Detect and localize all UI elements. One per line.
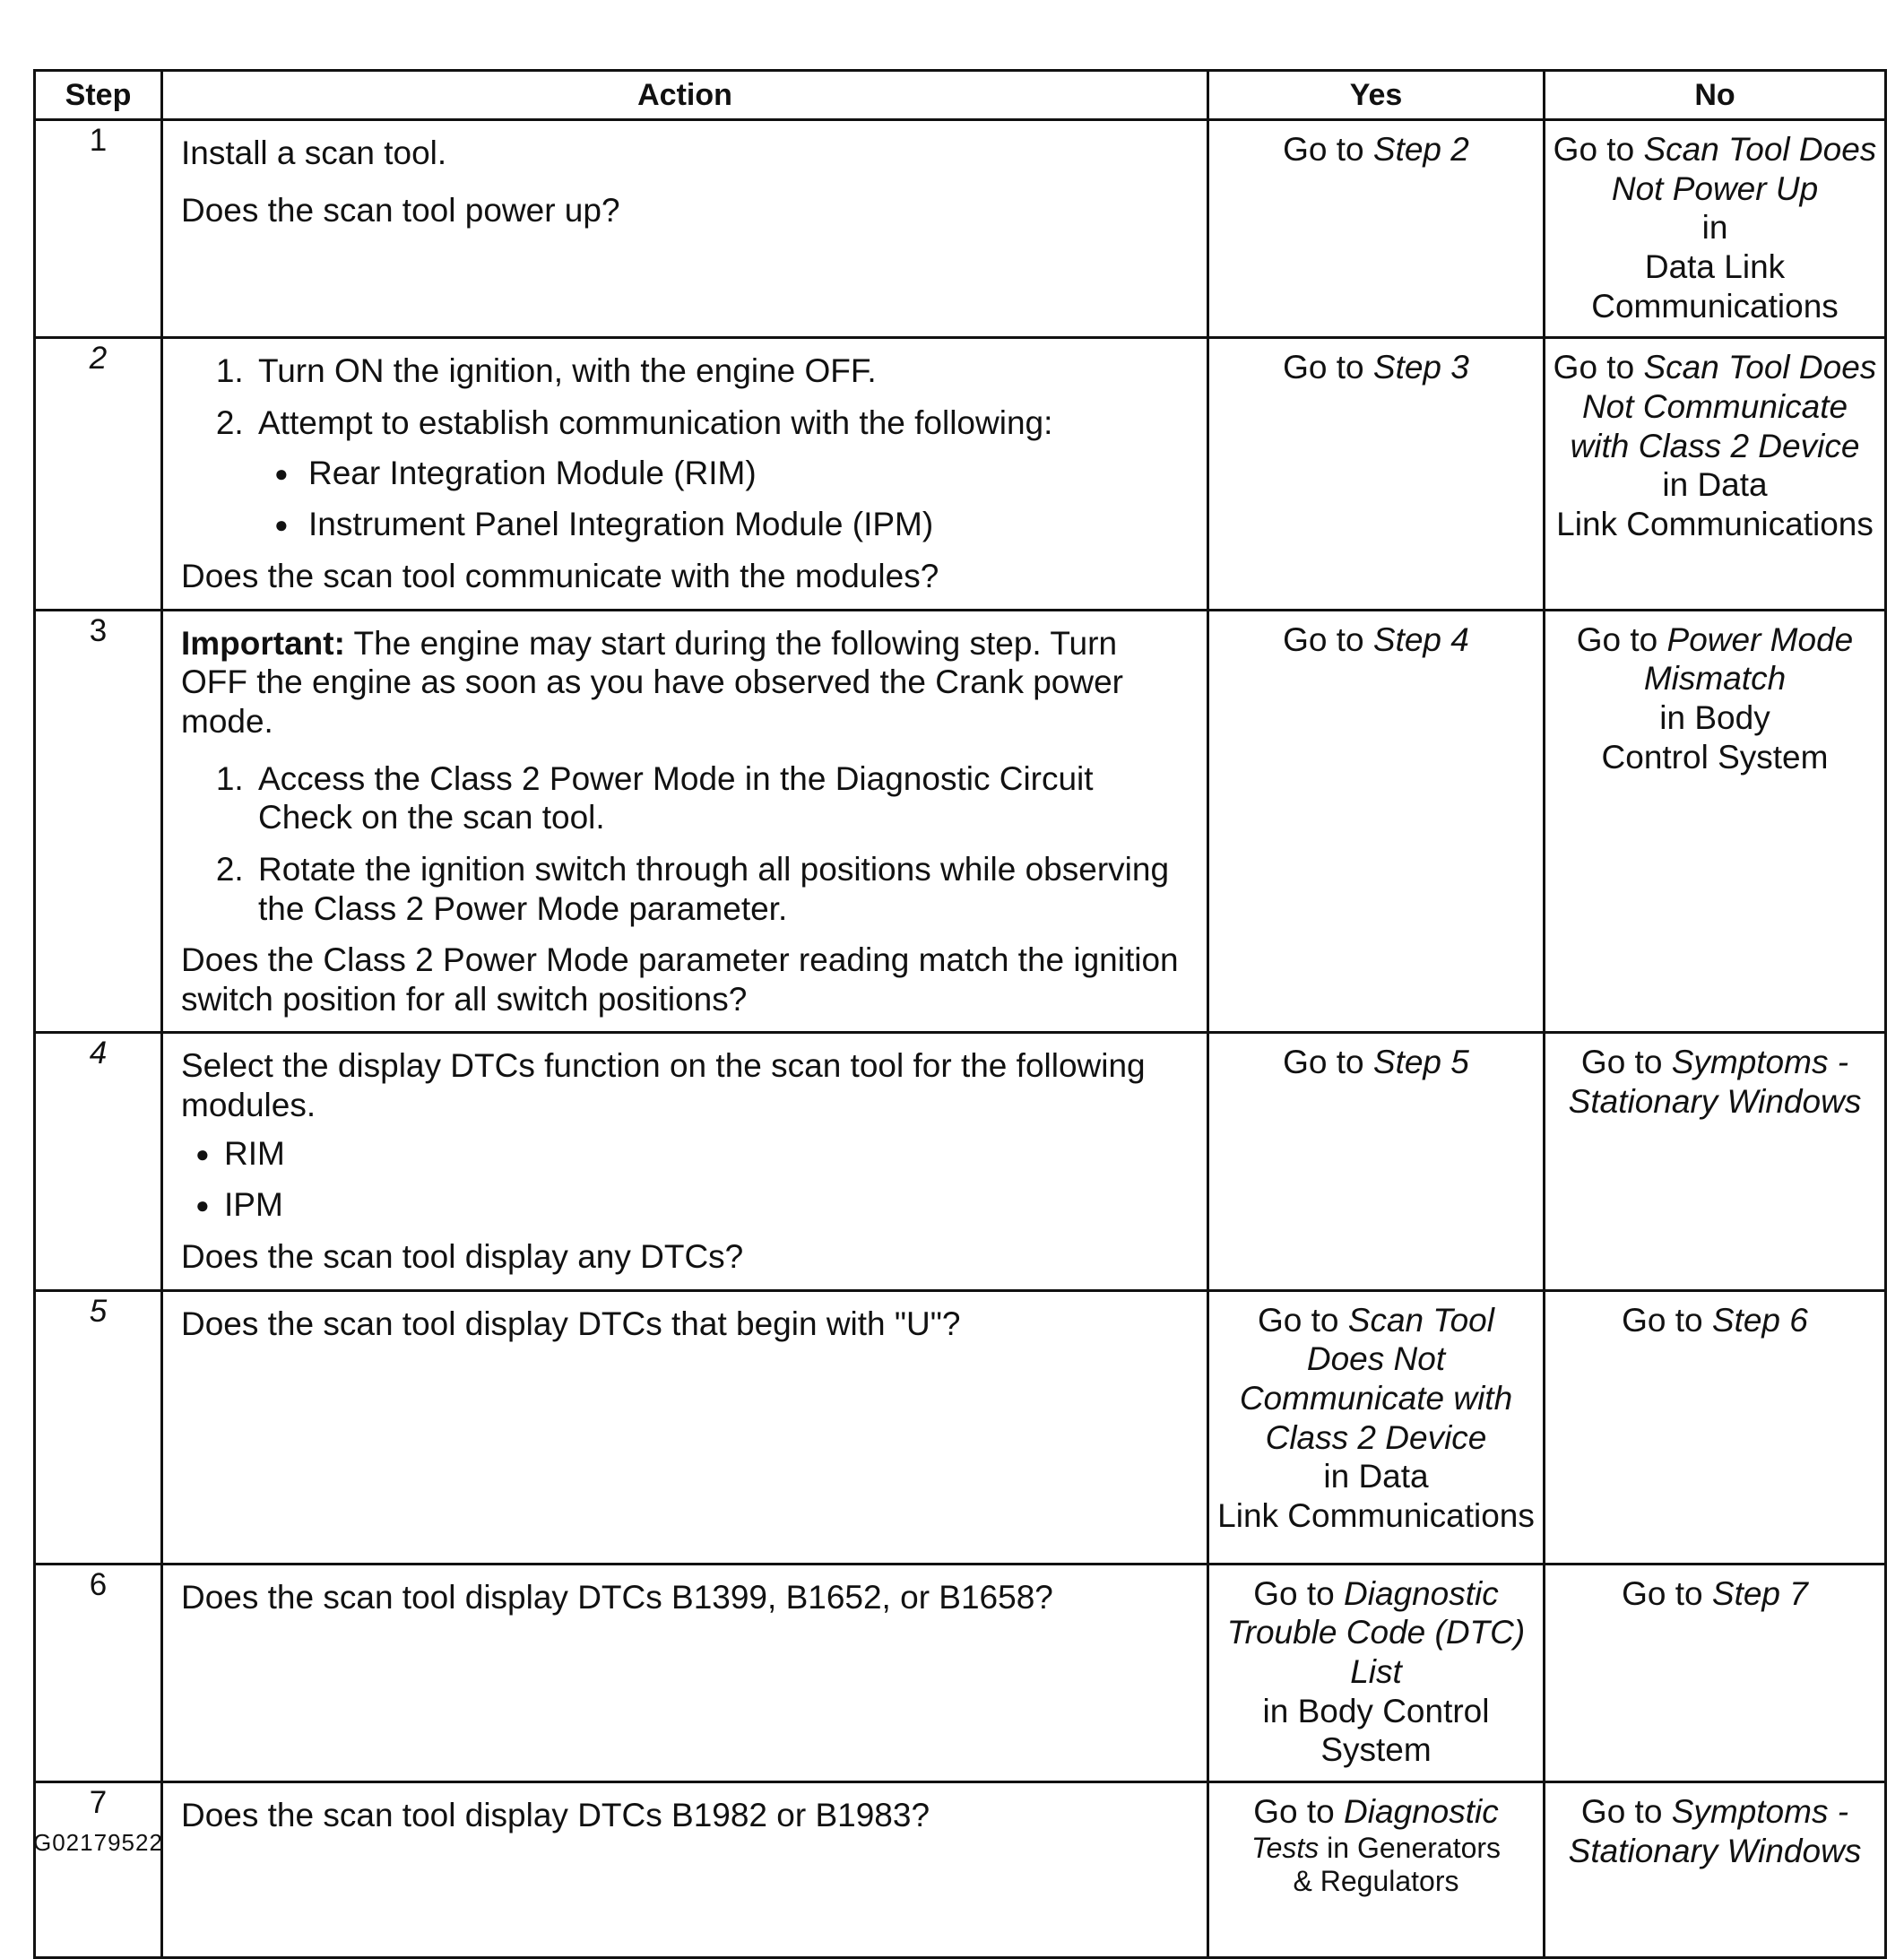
- action-step-item: 1. Access the Class 2 Power Mode in the Diagnostic Circuit Check on the scan tool.: [253, 759, 1187, 837]
- action-question: Does the scan tool display DTCs B1982 or B1983?: [181, 1797, 930, 1834]
- important-note: [181, 624, 1187, 741]
- no-section-text: Control System: [1601, 738, 1829, 776]
- action-cell: [162, 120, 1208, 338]
- step-number: 4: [35, 1033, 162, 1290]
- action-step-item: 2. Rotate the ignition switch through all positions while observing the Class 2 Power Mode parameter.: [253, 850, 1187, 928]
- action-question: Does the scan tool power up?: [181, 191, 620, 229]
- table-row-step-2: [35, 338, 1886, 610]
- yes-step-link[interactable]: Step 4: [1372, 620, 1469, 658]
- no-cell: [1545, 1033, 1886, 1290]
- no-prefix: Go to: [1553, 349, 1644, 386]
- action-cell: [162, 338, 1208, 610]
- table-row-step-6: [35, 1564, 1886, 1781]
- no-cell: [1545, 338, 1886, 610]
- action-step-list: [181, 759, 1187, 929]
- yes-section-text: Link Communications: [1217, 1497, 1535, 1535]
- module-name: Rear Integration Module (RIM): [308, 454, 757, 491]
- yes-section-text: & Regulators: [1293, 1865, 1459, 1898]
- yes-tests-line: [1216, 1832, 1536, 1866]
- step-number: 7: [35, 1782, 162, 1958]
- step-number: 2: [35, 338, 162, 610]
- action-question: Does the scan tool display DTCs B1399, B1652, or B1658?: [181, 1578, 1053, 1616]
- yes-prefix: Go to: [1253, 1793, 1344, 1831]
- no-cell: [1545, 1290, 1886, 1564]
- step-number: 6: [35, 1564, 162, 1781]
- no-prefix: Go to: [1580, 1793, 1672, 1831]
- no-cell: [1545, 1564, 1886, 1781]
- bullet-icon: ●: [195, 1192, 210, 1219]
- module-name: IPM: [224, 1186, 283, 1224]
- action-text: Select the display DTCs function on the scan tool for the following modules.: [181, 1047, 1146, 1124]
- yes-in-text: in Body Control: [1262, 1692, 1490, 1729]
- yes-in-text: in Data: [1323, 1458, 1429, 1495]
- yes-in-text: in Generators: [1319, 1831, 1502, 1864]
- no-cell: [1545, 610, 1886, 1033]
- no-section-text: Link Communications: [1556, 505, 1874, 542]
- step-number: 5: [35, 1290, 162, 1564]
- module-bullet-list: [276, 454, 1187, 544]
- bullet-icon: ●: [195, 1140, 210, 1167]
- no-reference-link[interactable]: Scan Tool Does Not Communicate with Class 2 Device: [1570, 349, 1877, 464]
- important-label: Important:: [181, 624, 345, 662]
- no-in-text: in Body: [1659, 698, 1770, 736]
- no-prefix: Go to: [1622, 1301, 1712, 1339]
- yes-prefix: Go to: [1283, 620, 1373, 658]
- yes-prefix: Go to: [1283, 1044, 1373, 1081]
- no-prefix: Go to: [1553, 131, 1644, 168]
- step-number: 1: [35, 120, 162, 338]
- module-name: RIM: [224, 1134, 285, 1172]
- yes-prefix: Go to: [1283, 349, 1373, 386]
- yes-cell: [1208, 1290, 1545, 1564]
- table-row-step-4: [35, 1033, 1886, 1290]
- no-reference-link[interactable]: Power Mode Mismatch: [1643, 620, 1854, 698]
- yes-prefix: Go to: [1283, 131, 1373, 168]
- figure-id: G02179522: [33, 1829, 163, 1856]
- module-bullet-list: [181, 1134, 1187, 1225]
- yes-step-link[interactable]: Step 3: [1372, 349, 1469, 386]
- header-row: [35, 71, 1886, 120]
- yes-reference-link[interactable]: Scan Tool Does Not Communicate with Class 2 Device: [1239, 1301, 1513, 1456]
- yes-prefix: Go to: [1253, 1574, 1344, 1612]
- action-step-item: 1. Turn ON the ignition, with the engine OFF.: [253, 351, 1187, 391]
- no-prefix: Go to: [1580, 1044, 1672, 1081]
- header-no: No: [1545, 71, 1886, 120]
- action-cell: [162, 1033, 1208, 1290]
- yes-cell: [1208, 338, 1545, 610]
- yes-cell: [1208, 1033, 1545, 1290]
- table-row-step-5: [35, 1290, 1886, 1564]
- action-question: Does the scan tool display any DTCs?: [181, 1238, 744, 1276]
- no-section-text: Data Link Communications: [1591, 247, 1839, 325]
- yes-cell: [1208, 610, 1545, 1033]
- yes-step-link[interactable]: Step 5: [1372, 1044, 1469, 1081]
- action-cell: [162, 1564, 1208, 1781]
- table-row-step-1: [35, 120, 1886, 338]
- yes-prefix: Go to: [1258, 1301, 1348, 1339]
- yes-step-link[interactable]: Step 2: [1372, 131, 1469, 168]
- action-cell: [162, 1290, 1208, 1564]
- step-number: 3: [35, 610, 162, 1033]
- action-text: Install a scan tool.: [181, 134, 447, 171]
- module-bullet-item: [195, 1185, 1187, 1225]
- no-prefix: Go to: [1576, 620, 1667, 658]
- header-yes: Yes: [1208, 71, 1545, 120]
- bullet-icon: ●: [274, 511, 289, 539]
- bullet-icon: ●: [274, 459, 289, 487]
- table-row-step-7: [35, 1782, 1886, 1958]
- action-question: Does the scan tool communicate with the modules?: [181, 557, 939, 594]
- header-step: Step: [35, 71, 162, 120]
- action-step-list: [181, 351, 1187, 544]
- yes-reference-link[interactable]: Diagnostic: [1344, 1793, 1499, 1831]
- yes-cell: [1208, 1564, 1545, 1781]
- no-cell: [1545, 120, 1886, 338]
- header-action: Action: [162, 71, 1208, 120]
- action-cell: [162, 1782, 1208, 1958]
- table-row-step-3: [35, 610, 1886, 1033]
- yes-section-text: System: [1320, 1731, 1432, 1769]
- no-prefix: Go to: [1622, 1574, 1712, 1612]
- no-in-text: in Data: [1662, 466, 1768, 504]
- module-name: Instrument Panel Integration Module (IPM): [308, 506, 934, 543]
- no-in-text: in: [1701, 209, 1728, 247]
- yes-cell: [1208, 120, 1545, 338]
- action-question: Does the scan tool display DTCs that begin with "U"?: [181, 1305, 961, 1342]
- action-step-text: Attempt to establish communication with the following:: [258, 403, 1053, 441]
- no-reference-link[interactable]: Symptoms - Stationary Windows: [1568, 1044, 1862, 1121]
- no-cell: [1545, 1782, 1886, 1958]
- action-step-item: [253, 403, 1187, 544]
- diagnostic-table-container: [33, 69, 1884, 1959]
- module-bullet-item: [195, 1134, 1187, 1174]
- module-bullet-item: [274, 454, 1187, 493]
- yes-cell: [1208, 1782, 1545, 1958]
- important-text: The engine may start during the following step. Turn OFF the engine as soon as you have observed the Crank power mode.: [181, 624, 1123, 740]
- yes-reference-link[interactable]: Diagnostic Trouble Code (DTC) List: [1226, 1574, 1526, 1691]
- no-step-link[interactable]: Step 7: [1711, 1574, 1808, 1612]
- module-bullet-item: [274, 505, 1187, 544]
- diagnostic-table: [33, 69, 1887, 1959]
- no-reference-link[interactable]: Scan Tool Does Not Power Up: [1611, 131, 1877, 207]
- no-reference-link[interactable]: Symptoms - Stationary Windows: [1568, 1793, 1862, 1869]
- no-step-link[interactable]: Step 6: [1711, 1301, 1808, 1339]
- yes-reference-link-cont[interactable]: Tests: [1251, 1831, 1320, 1864]
- action-question: Does the Class 2 Power Mode parameter reading match the ignition switch position for all switch positions?: [181, 941, 1179, 1018]
- action-cell: [162, 610, 1208, 1033]
